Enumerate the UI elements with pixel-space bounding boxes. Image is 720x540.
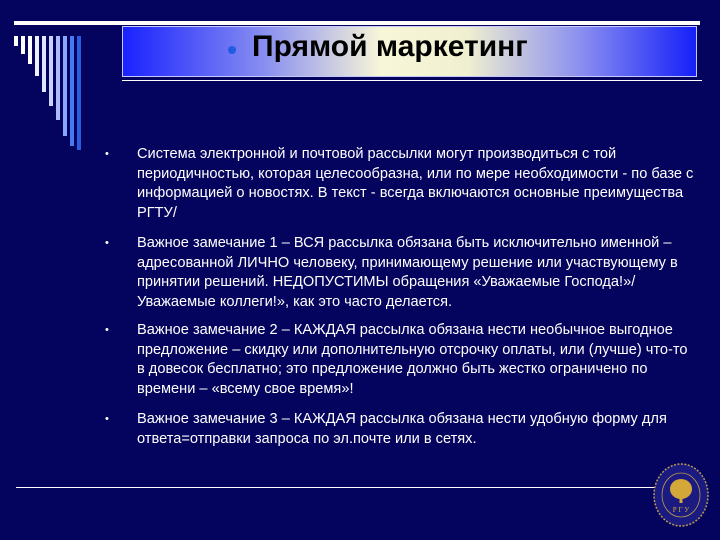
- title-underline: [122, 80, 702, 81]
- bullet-icon: •: [105, 413, 109, 425]
- slide-title: Прямой маркетинг: [252, 30, 528, 63]
- university-seal-logo: [652, 462, 710, 528]
- svg-text:Р Г У: Р Г У: [672, 506, 690, 514]
- bullet-icon: •: [105, 237, 109, 249]
- top-rule: [14, 21, 700, 25]
- bullet-icon: •: [105, 324, 109, 336]
- bullet-icon: •: [105, 148, 109, 160]
- title-bullet-icon: [228, 46, 236, 54]
- bottom-rule: [16, 487, 656, 488]
